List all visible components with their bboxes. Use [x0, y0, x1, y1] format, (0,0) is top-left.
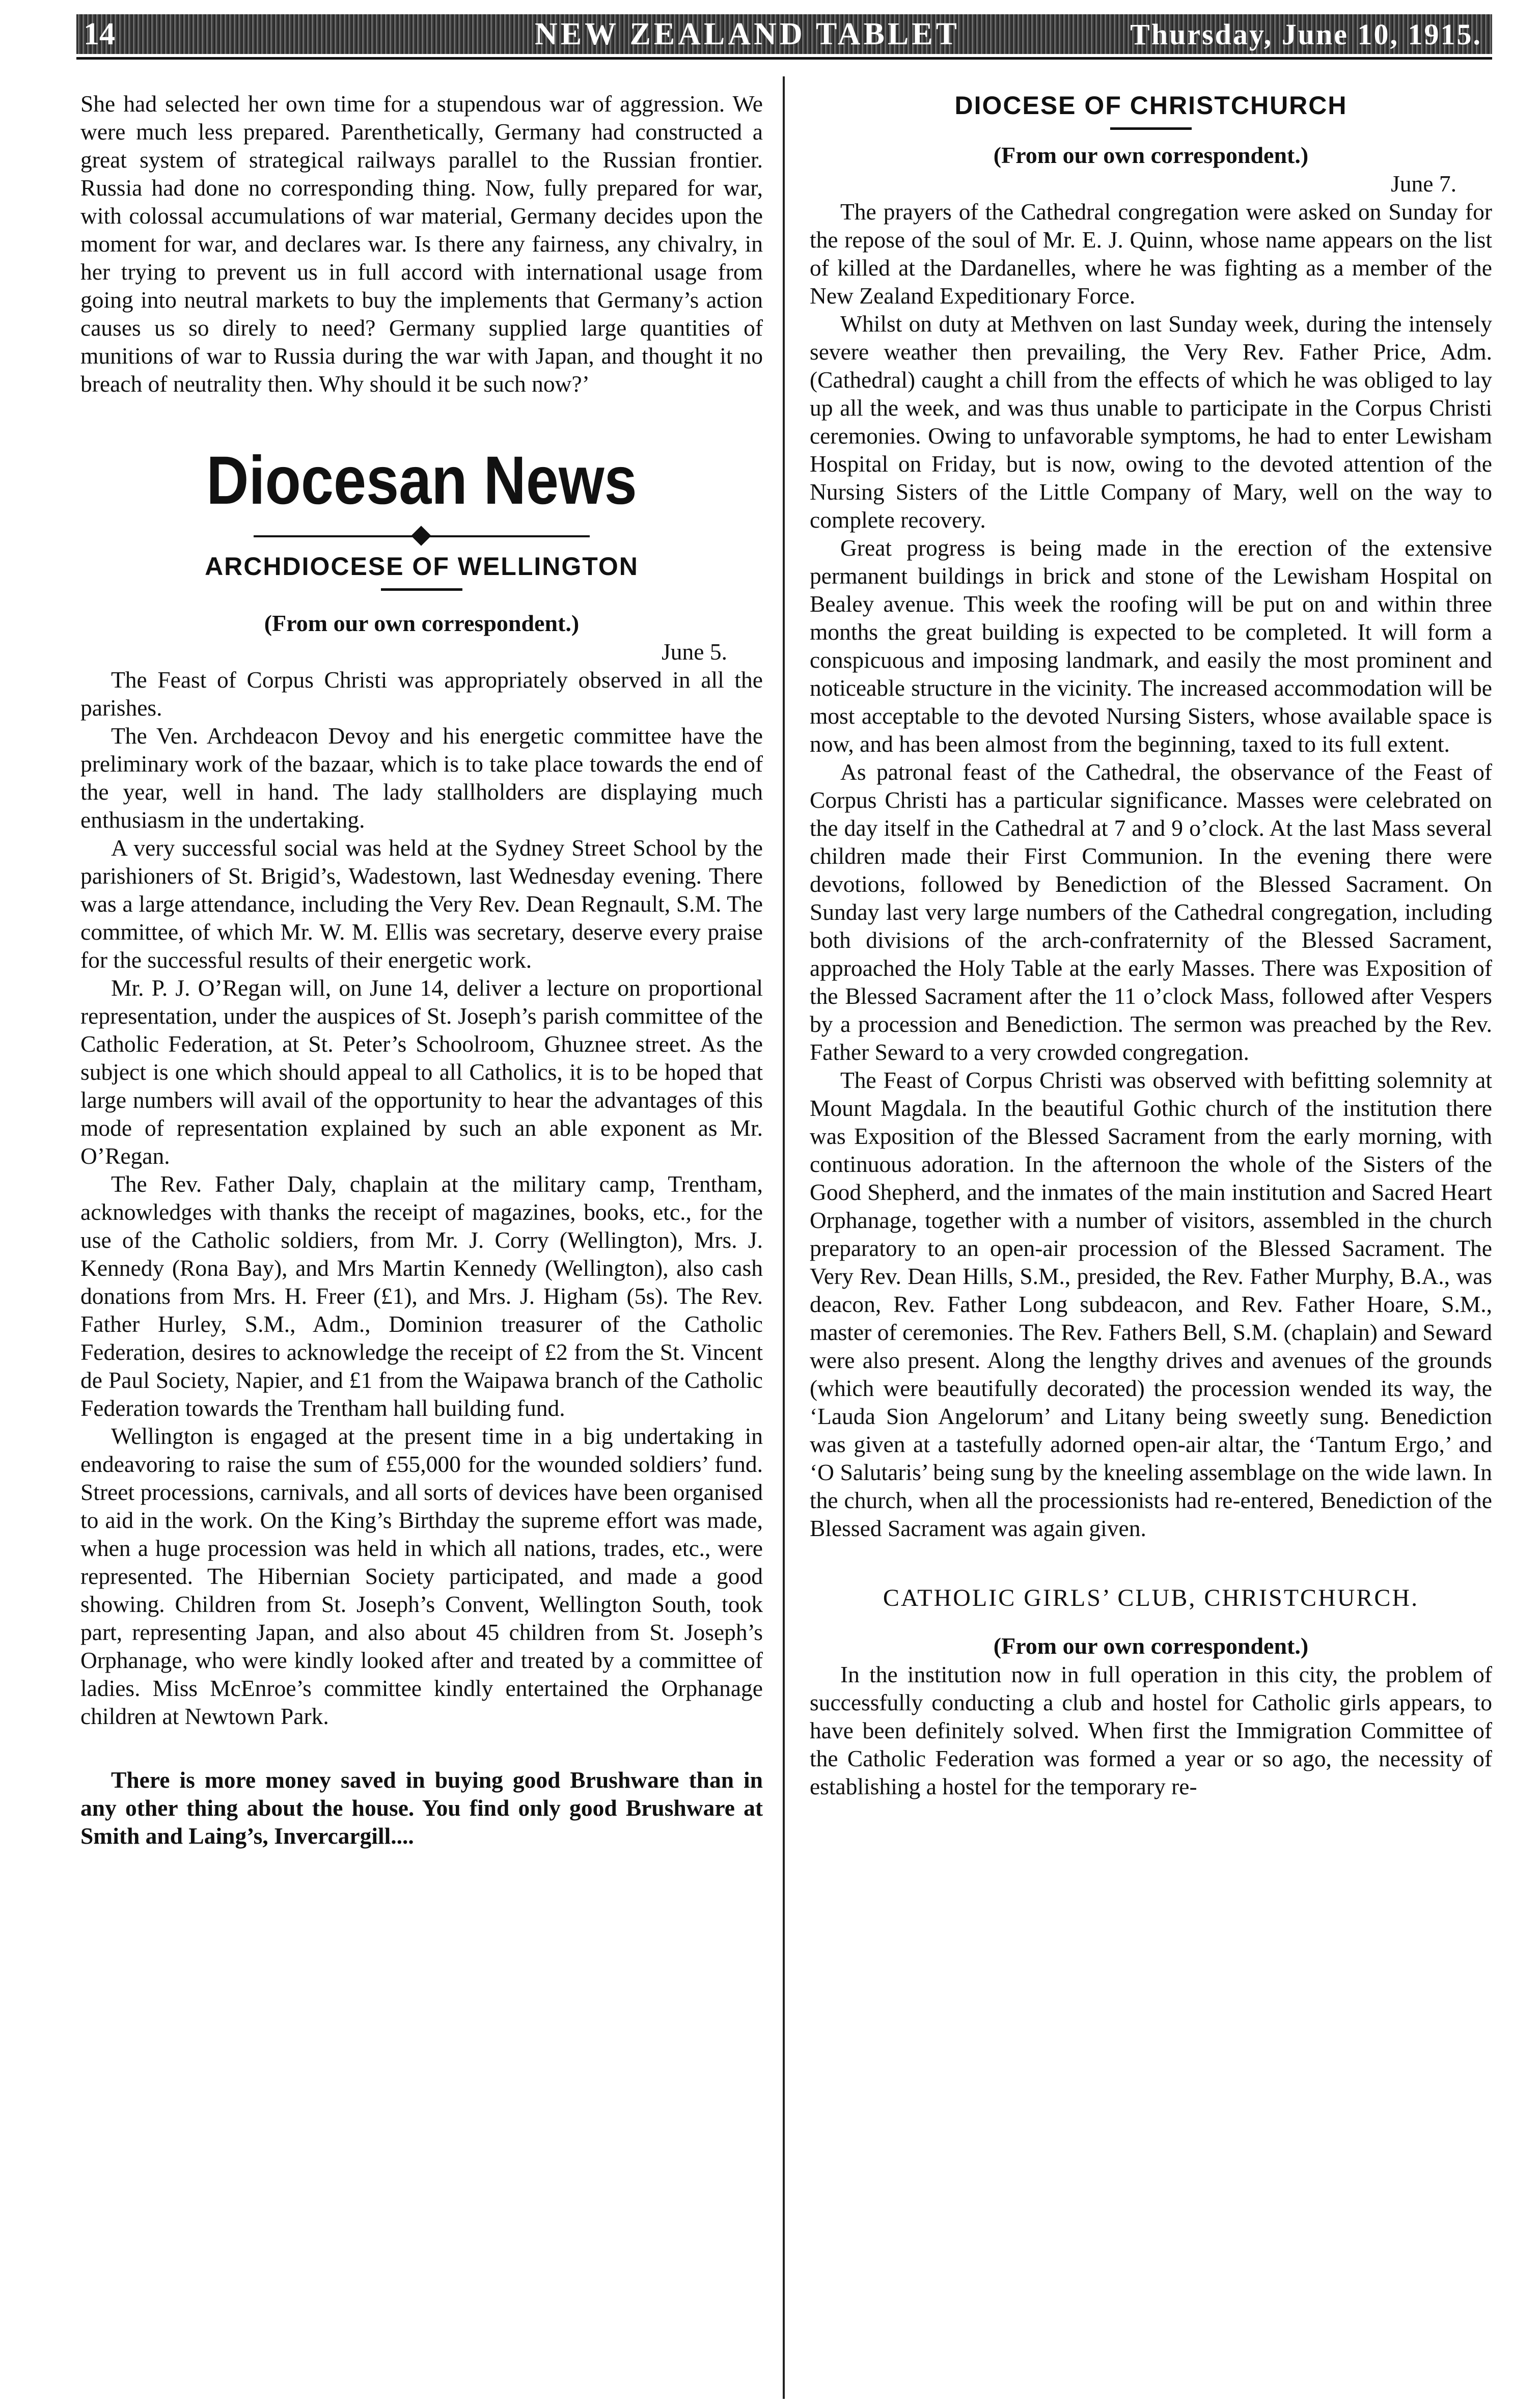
correspondent-line: (From our own correspondent.): [993, 142, 1309, 168]
masthead-title: NEW ZEALAND TABLET: [535, 17, 960, 51]
paragraph: A very successful social was held at the Sydney Street School by the parishioners of St. Brigid’s, Wadestown, last Wednesday evening. There was a large attendance, including the Very Rev. Dean Regnault, S.M. The committee, of which Mr. W. M. Ellis was secretary, deserve every praise for the successful results of their energetic work.: [80, 835, 763, 973]
left-column: [80, 90, 763, 1850]
masthead-rule: [76, 57, 1492, 60]
paragraph: Whilst on duty at Methven on last Sunday week, during the intensely severe weather then prevailing, the Very Rev. Father Price, Adm. (Cathedral) caught a chill from the effects of which he was obliged to lay up all the week, and was thus unable to participate in the Corpus Christi ceremonies. Owing to unfavorable symptoms, he had to enter Lewisham Hospital on Friday, but is now, owing to the devoted attention of the Nursing Sisters of the Little Company of Mary, well on the way to complete recovery.: [810, 311, 1492, 533]
dateline: June 7.: [1391, 171, 1456, 197]
correspondent-line: (From our own correspondent.): [264, 610, 580, 636]
ornament-divider: [254, 526, 590, 546]
masthead: [76, 14, 1492, 54]
right-column: [810, 90, 1492, 1800]
paragraph: As patronal feast of the Cathedral, the observance of the Feast of Corpus Christi has a particular significance. Masses were celebrated on the day itself in the Cathedral at 7 and 9 o’clock. At the last Mass several children made their First Communion. In the evening there were devotions, followed by Benediction of the Blessed Sacrament. On Sunday last very large numbers of the Cathedral congregation, including both divisions of the arch-confraternity of the Blessed Sacrament, approached the Holy Table at the early Masses. There was Exposition of the Blessed Sacrament after the 11 o’clock Mass, followed after Vespers by a procession and Benediction. The sermon was preached by the Rev. Father Seward to a very crowded congregation.: [810, 759, 1492, 1065]
masthead-date: Thursday, June 10, 1915.: [1130, 18, 1482, 51]
paragraph: In the institution now in full operation in this city, the problem of successfully conducting a club and hostel for Catholic girls appears, to have been definitely solved. When first the Immigration Committee of the Catholic Federation was formed a year or so ago, the necessity of establishing a hostel for the temporary re-: [810, 1661, 1492, 1799]
section-heading-girls-club: CATHOLIC GIRLS’ CLUB, CHRISTCHURCH.: [883, 1584, 1419, 1611]
dateline: June 5.: [662, 639, 727, 665]
correspondent-line: (From our own correspondent.): [993, 1633, 1309, 1659]
column-divider: [783, 76, 785, 2399]
paragraph: The prayers of the Cathedral congregation were asked on Sunday for the repose of the soul of Mr. E. J. Quinn, whose name appears on the list of killed at the Dardanelles, where he was fighting as a member of the New Zealand Expeditionary Force.: [810, 199, 1492, 309]
short-rule: [381, 588, 462, 591]
paragraph: The Feast of Corpus Christi was appropriately observed in all the parishes.: [80, 667, 763, 721]
article-continuation: She had selected her own time for a stupendous war of aggression. We were much less prepared. Parenthetically, Germany had constructed a great system of strategical railways parallel to the Russian frontier. Russia had done no corresponding thing. Now, fully prepared for war, with colossal accumulations of war material, Germany decides upon the moment for war, and declares war. Is there any fairness, any chivalry, in her trying to prevent us in full accord with international usage from going into neutral markets to buy the implements that Germany’s action causes us so direly to need? Germany supplied large quantities of munitions of war to Russia during the war with Japan, and thought it no breach of neutrality then. Why should it be such now?’: [80, 91, 763, 397]
paragraph: Great progress is being made in the erection of the extensive permanent buildings in brick and stone of the Lewisham Hospital on Bealey avenue. This week the roofing will be put on and within three months the great building is expected to be completed. It will form a conspicuous and imposing landmark, and easily the most prominent and noticeable structure in the vicinity. The increased accommodation will be most acceptable to the devoted Nursing Sisters, whose available space is now, and has been almost from the beginning, taxed to its full extent.: [810, 535, 1492, 757]
paragraph: The Ven. Archdeacon Devoy and his energetic committee have the preliminary work of the bazaar, which is to take place towards the end of the year, well in hand. The lady stallholders are displaying much enthusiasm in the undertaking.: [80, 723, 763, 833]
paragraph: Mr. P. J. O’Regan will, on June 14, deliver a lecture on proportional representation, under the auspices of St. Joseph’s parish committee of the Catholic Federation, at St. Peter’s Schoolroom, Ghuznee street. As the subject is one which should appeal to all Catholics, it is to be hoped that large numbers will avail of the opportunity to hear the advantages of this mode of representation explained by such an able exponent as Mr. O’Regan.: [80, 975, 763, 1169]
brushware-advert: There is more money saved in buying good Brushware than in any other thing about the house. You find only good Brushware at Smith and Laing’s, Invercargill....: [80, 1767, 763, 1849]
paragraph: The Feast of Corpus Christi was observed with befitting solemnity at Mount Magdala. In the beautiful Gothic church of the institution there was Exposition of the Blessed Sacrament from the early morning, with continuous adoration. In the afternoon the whole of the Sisters of the Good Shepherd, and the inmates of the main institution and Sacred Heart Orphanage, together with a number of visitors, assembled in the church preparatory to an open-air procession of the Blessed Sacrament. The Very Rev. Dean Hills, S.M., presided, the Rev. Father Murphy, B.A., was deacon, Rev. Father Long subdeacon, and Rev. Father Hoare, S.M., master of ceremonies. The Rev. Fathers Bell, S.M. (chaplain) and Seward were also present. Along the lengthy drives and avenues of the grounds (which were beautifully decorated) the procession wended its way, the ‘Lauda Sion Angelorum’ and Litany being sweetly sung. Benediction was given at a tastefully adorned open-air altar, the ‘Tantum Ergo,’ and ‘O Salutaris’ being sung by the kneeling assemblage on the wide lawn. In the church, when all the processionists had re-entered, Benediction of the Blessed Sacrament was again given.: [810, 1067, 1492, 1541]
short-rule: [1110, 127, 1192, 130]
main-heading: Diocesan News: [206, 443, 637, 518]
paragraph: The Rev. Father Daly, chaplain at the military camp, Trentham, acknowledges with thanks the receipt of magazines, books, etc., for the use of the Catholic soldiers, from Mr. J. Corry (Wellington), Mrs. J. Kennedy (Rona Bay), and Mrs Martin Kennedy (Wellington), also cash donations from Mrs. H. Freer (£1), and Mrs. J. Higham (5s). The Rev. Father Hurley, S.M., Adm., Dominion treasurer of the Catholic Federation, desires to acknowledge the receipt of £2 from the St. Vincent de Paul Society, Napier, and £1 from the Waipawa branch of the Catholic Federation towards the Trentham hall building fund.: [80, 1171, 763, 1421]
page-number: 14: [84, 17, 115, 51]
section-heading-wellington: ARCHDIOCESE OF WELLINGTON: [205, 552, 639, 581]
section-heading-christchurch: DIOCESE OF CHRISTCHURCH: [954, 91, 1348, 120]
paragraph: Wellington is engaged at the present time in a big undertaking in endeavoring to raise the sum of £55,000 for the wounded soldiers’ fund. Street processions, carnivals, and all sorts of devices have been organised to aid in the work. On the King’s Birthday the supreme effort was made, when a huge procession was held in which all nations, trades, etc., were represented. The Hibernian Society participated, and made a good showing. Children from St. Joseph’s Convent, Wellington South, took part, representing Japan, and also about 45 children from St. Joseph’s Orphanage, who were kindly looked after and treated by a committee of ladies. Miss McEnroe’s committee kindly entertained the Orphanage children at Newtown Park.: [80, 1423, 763, 1729]
diamond-icon: [411, 526, 431, 546]
spacer: [80, 1730, 763, 1766]
